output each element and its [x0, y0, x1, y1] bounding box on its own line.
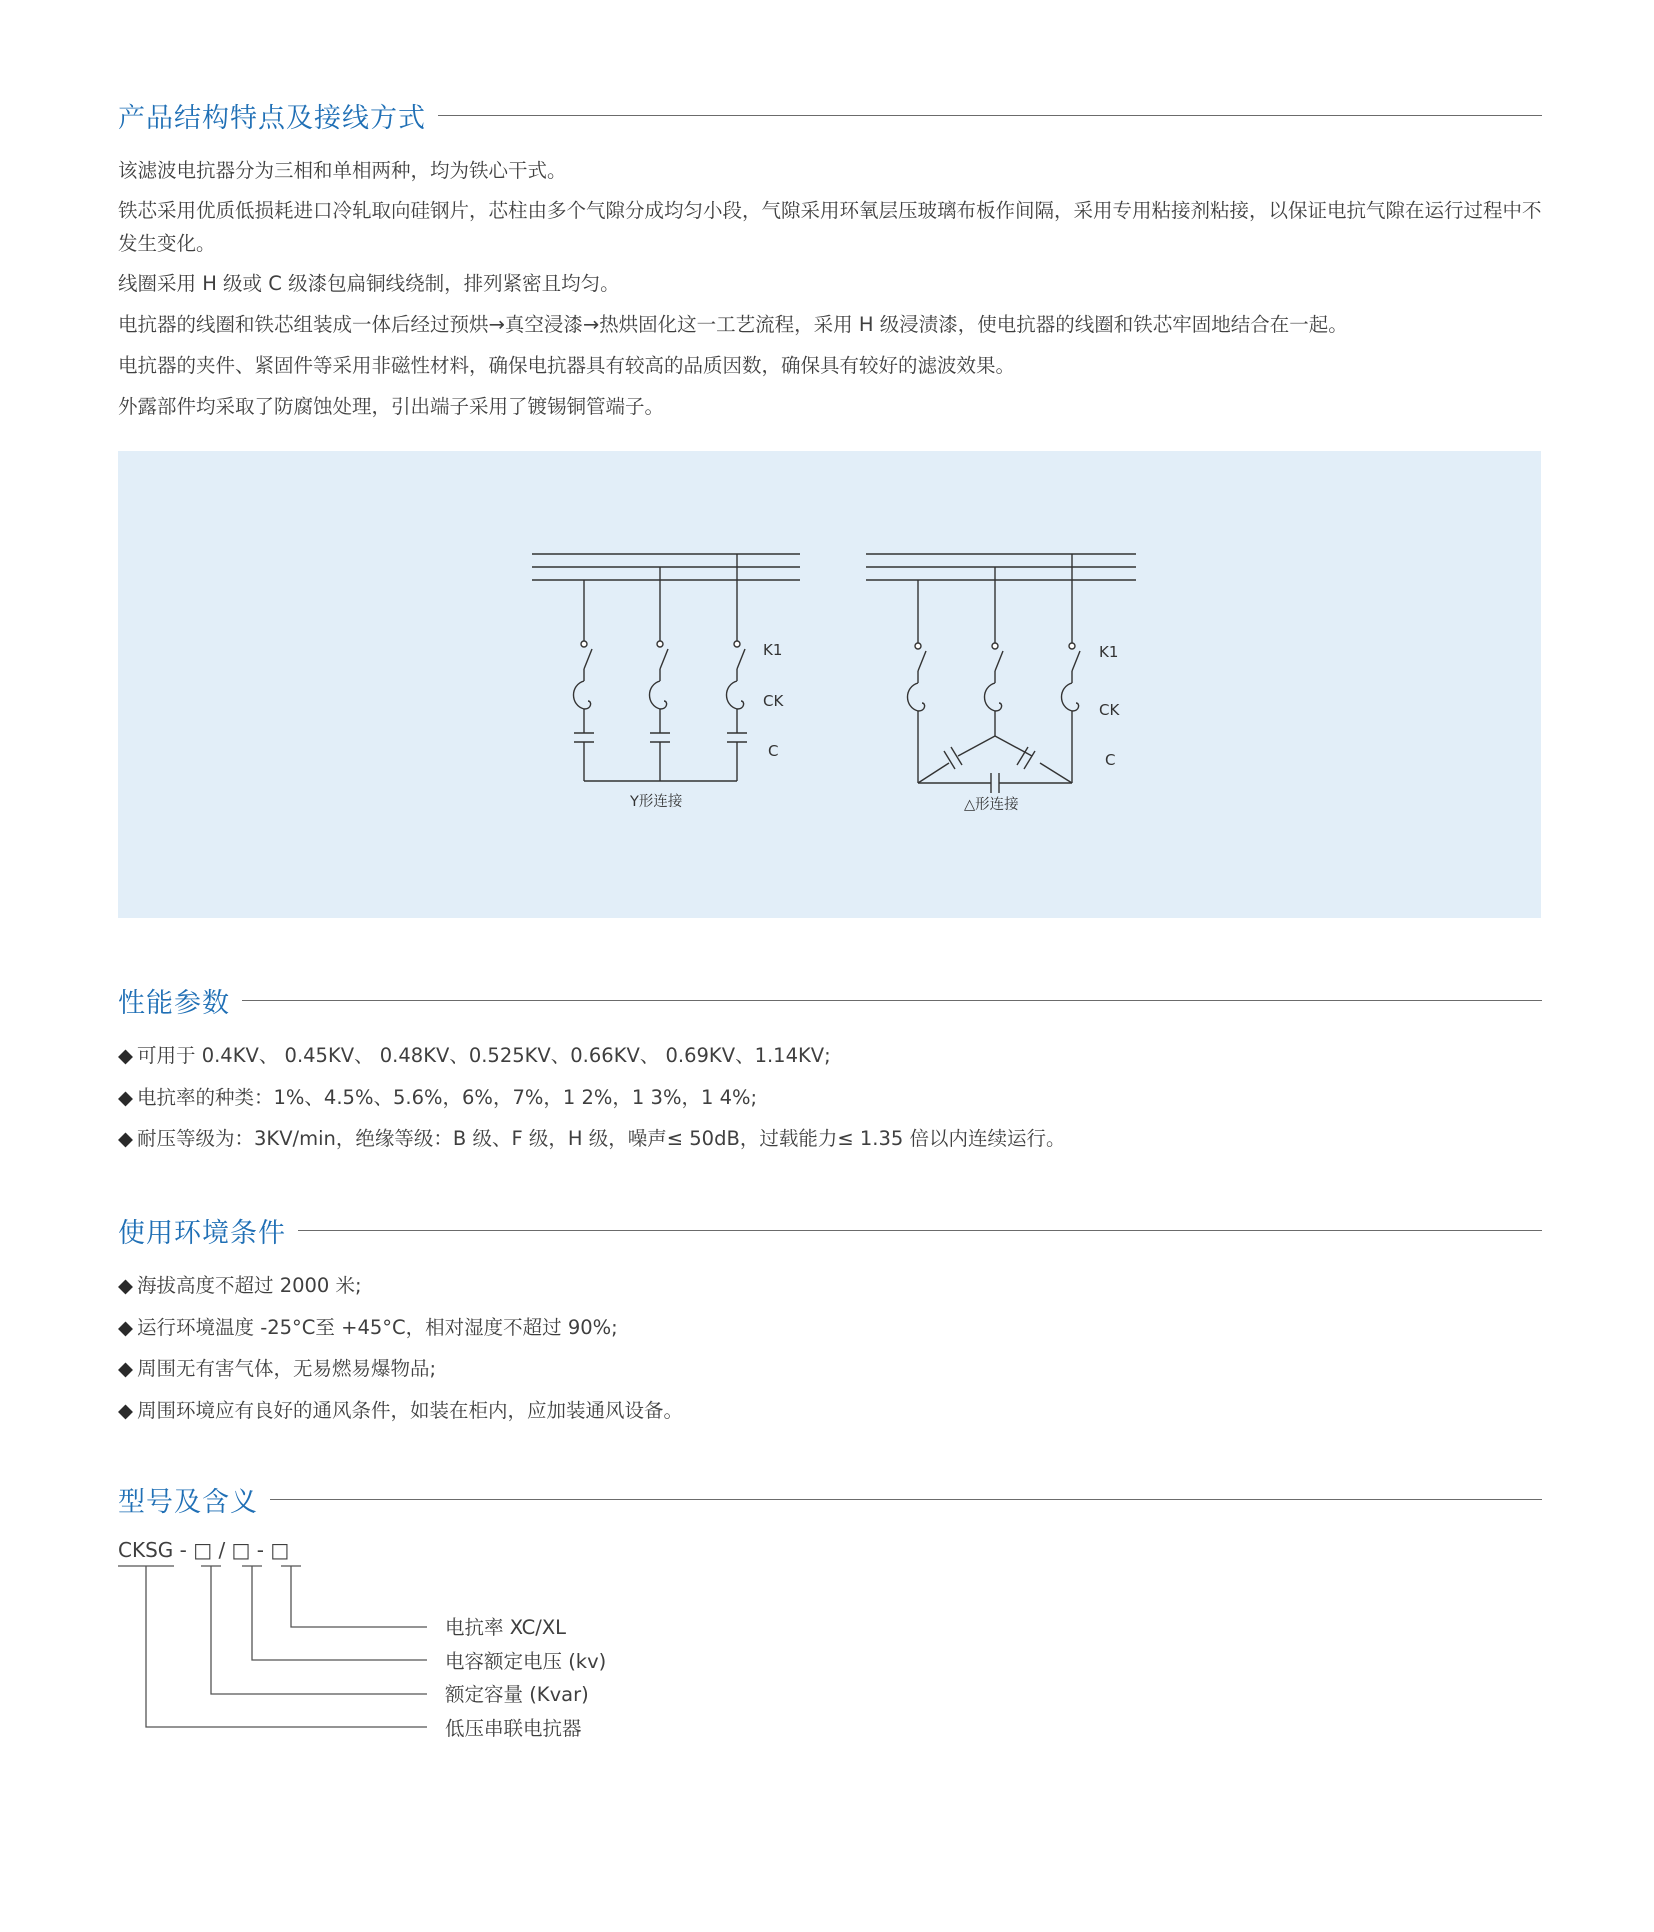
list-item-text: 耐压等级为：3KV/min，绝缘等级：B 级、F 级，H 级，噪声≤ 50dB，过载能力≤ 1.35 倍以内连续运行。 — [137, 1127, 1066, 1150]
paragraph: 线圈采用 H 级或 C 级漆包扁铜线绕制，排列紧密且均匀。 — [118, 272, 620, 295]
structure-paragraphs — [118, 154, 1542, 423]
list-item — [118, 1265, 1518, 1307]
delta-connection-diagram — [866, 554, 1136, 793]
delta-ck-label: CK — [1099, 701, 1120, 719]
delta-branch — [985, 567, 1004, 736]
diamond-bullet-icon: ◆ — [118, 1274, 133, 1297]
delta-branch — [908, 580, 927, 783]
paragraph: 电抗器的线圈和铁芯组装成一体后经过预烘→真空浸漆→热烘固化这一工艺流程，采用 H 级浸渍漆，使电抗器的线圈和铁芯牢固地结合在一起。 — [118, 313, 1348, 336]
list-item — [118, 1118, 1518, 1160]
delta-k1-label: K1 — [1099, 643, 1119, 661]
paragraph: 外露部件均采取了防腐蚀处理，引出端子采用了镀锡铜管端子。 — [118, 395, 665, 418]
performance-list — [118, 1035, 1518, 1160]
y-branch — [727, 554, 748, 781]
meaning-capacitor-voltage: 电容额定电压 (kv) — [445, 1649, 607, 1673]
section-title: 性能参数 — [118, 988, 230, 1019]
section-divider — [242, 1000, 1542, 1001]
y-branch — [650, 567, 671, 781]
y-branch — [574, 580, 595, 781]
diamond-bullet-icon: ◆ — [118, 1398, 133, 1422]
diamond-bullet-icon: ◆ — [118, 1127, 133, 1150]
section-divider — [438, 115, 1542, 116]
wiring-diagram-panel — [118, 451, 1541, 918]
delta-branch — [1062, 554, 1081, 783]
paragraph: 铁芯采用优质低损耗进口冷轧取向硅钢片，芯柱由多个气隙分成均匀小段，气隙采用环氧层压玻璃布板作间隔，采用专用粘接剂粘接，以保证电抗气隙在运行过程中不发生变化。 — [118, 199, 1542, 255]
list-item — [118, 1035, 1518, 1077]
list-item-text: 周围环境应有良好的通风条件，如装在柜内，应加装通风设备。 — [137, 1398, 684, 1422]
list-item-text: 周围无有害气体，无易燃易爆物品; — [137, 1357, 437, 1380]
section-header-performance — [118, 981, 1542, 1020]
section-header-environment — [118, 1211, 1542, 1250]
meaning-rated-capacity: 额定容量 (Kvar) — [445, 1683, 589, 1706]
y-ck-label: CK — [763, 692, 784, 710]
section-header-model — [118, 1480, 1542, 1519]
y-connection-caption: Y形连接 — [630, 794, 683, 810]
section-divider — [270, 1499, 1542, 1500]
meaning-reactance-rate: 电抗率 XC/XL — [445, 1616, 567, 1639]
diamond-bullet-icon: ◆ — [118, 1085, 133, 1109]
environment-list — [118, 1265, 1518, 1431]
diamond-bullet-icon: ◆ — [118, 1357, 133, 1380]
section-title: 产品结构特点及接线方式 — [118, 103, 426, 134]
list-item-text: 海拔高度不超过 2000 米; — [137, 1274, 362, 1297]
section-header-structure — [118, 96, 1542, 135]
model-code: CKSG - □ / □ - □ — [118, 1538, 290, 1562]
diamond-bullet-icon: ◆ — [118, 1315, 133, 1339]
list-item — [118, 1390, 1518, 1432]
list-item — [118, 1348, 1518, 1390]
y-k1-label: K1 — [763, 641, 783, 659]
list-item-text: 运行环境温度 -25°C至 +45°C，相对湿度不超过 90%; — [137, 1315, 618, 1339]
y-c-label: C — [768, 742, 779, 760]
delta-connection-caption: △形连接 — [964, 797, 1019, 813]
delta-c-label: C — [1105, 751, 1116, 769]
list-item-text: 电抗率的种类：1%、4.5%、5.6%，6%，7%，1 2%，1 3%，1 4%; — [137, 1085, 758, 1109]
paragraph: 该滤波电抗器分为三相和单相两种，均为铁心干式。 — [118, 159, 567, 182]
list-item — [118, 1077, 1518, 1119]
section-title: 使用环境条件 — [118, 1218, 286, 1249]
y-connection-diagram — [532, 554, 800, 781]
list-item — [118, 1307, 1518, 1349]
model-meanings — [445, 1611, 606, 1745]
wiring-diagram — [118, 451, 1541, 918]
paragraph: 电抗器的夹件、紧固件等采用非磁性材料，确保电抗器具有较高的品质因数，确保具有较好的滤波效果。 — [118, 354, 1016, 377]
section-divider — [298, 1230, 1542, 1231]
list-item-text: 可用于 0.4KV、 0.45KV、 0.48KV、0.525KV、0.66KV、 0.69KV、1.14KV; — [137, 1044, 831, 1067]
section-title: 型号及含义 — [118, 1487, 258, 1518]
diamond-bullet-icon: ◆ — [118, 1044, 133, 1067]
meaning-series-reactor: 低压串联电抗器 — [445, 1716, 582, 1740]
